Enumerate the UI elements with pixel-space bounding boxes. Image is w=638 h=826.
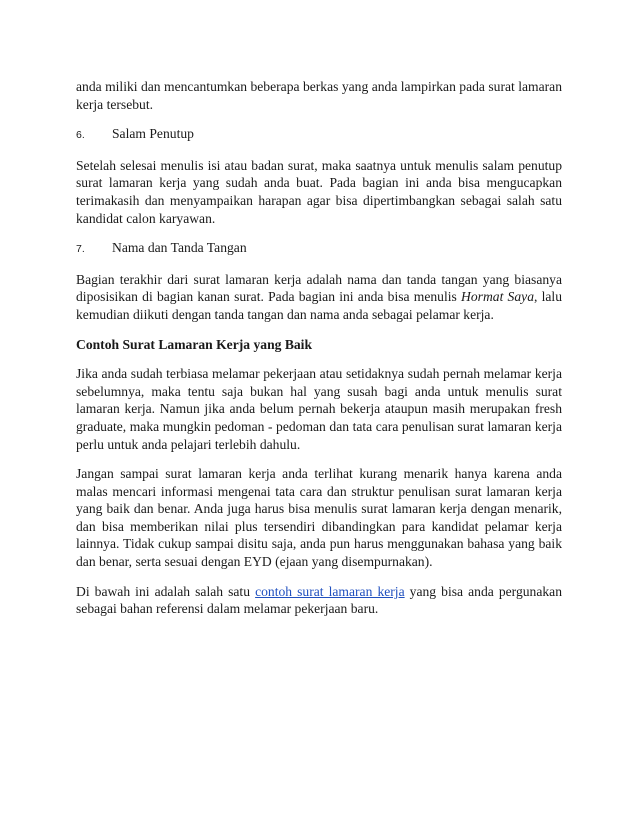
example-letter-link[interactable]: contoh surat lamaran kerja [255,583,405,599]
text-span: Di bawah ini adalah salah satu [76,583,256,599]
text-span: Bagian terakhir dari surat lamaran kerja adalah nama dan tanda tangan yang biasanya diposisikan di bagian kanan surat. Pada bagian ini anda bisa menulis [76,271,562,305]
paragraph-salam-penutup: Setelah selesai menulis isi atau badan surat, maka saatnya untuk menulis salam penutup surat lamaran kerja yang sudah anda buat. Pada bagian ini anda bisa mengucapkan terimakasih dan menyampaikan harapan agar bisa dipertimbangkan sebagai salah satu kandidat calon karyawan. [76,157,562,226]
list-number: 7. [76,243,85,256]
paragraph-jika: Jika anda sudah terbiasa melamar pekerjaan atau setidaknya sudah pernah melamar kerja sebelumnya, maka tentu saja bukan hal yang susah bagi anda untuk menulis surat lamaran kerja. Namun jika anda belum pernah bekerja ataupun masih merupakan fresh graduate, maka mungkin pedoman - pedoman dan tata cara penulisan surat lamaran kerja perlu untuk anda pelajari terlebih dahulu. [76,366,562,452]
paragraph-nama-tanda-tangan [76,271,562,324]
list-item-salam-penutup [76,125,562,145]
list-item-nama-tanda-tangan [76,239,562,259]
italic-text: Hormat Saya [461,289,534,305]
list-item-title: Nama dan Tanda Tangan [112,240,247,256]
list-number: 6. [76,129,85,142]
paragraph-di-bawah [76,583,562,618]
paragraph-intro: anda miliki dan mencantumkan beberapa berkas yang anda lampirkan pada surat lamaran kerja tersebut. [76,79,562,112]
text-span: , lalu kemudian diikuti dengan tanda tangan dan nama anda sebagai pelamar kerja. [76,289,563,322]
section-heading: Contoh Surat Lamaran Kerja yang Baik [76,336,313,352]
paragraph-jangan: Jangan sampai surat lamaran kerja anda terlihat kurang menarik hanya karena anda malas mencari informasi mengenai tata cara dan struktur penulisan surat lamaran kerja yang baik dan benar. Anda juga harus bisa menulis surat lamaran kerja dengan menarik, dan bisa memberikan nilai plus tersendiri dibandingkan para kandidat pelamar kerja lainnya. Tidak cukup sampai disitu saja, anda pun harus menggunakan bahasa yang baik dan benar, serta sesuai dengan EYD (ejaan yang disempurnakan). [76,466,562,570]
text-span: yang bisa anda pergunakan sebagai bahan referensi dalam melamar pekerjaan baru. [76,583,562,617]
list-item-title: Salam Penutup [112,126,194,142]
document-page [76,78,562,630]
